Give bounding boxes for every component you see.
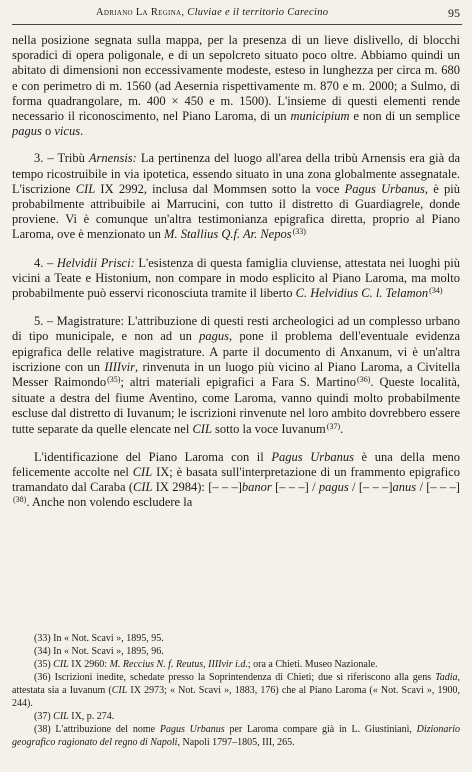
italic-run: CIL [53, 659, 69, 670]
text-run: IX; è basata sull'interpretazione di un frammento epigrafico tramandato dal Caraba ( [12, 465, 460, 495]
header-author: Adriano La Regina, [96, 7, 185, 18]
italic-run: pagus [199, 329, 229, 344]
italic-run: Arnensis: [88, 151, 137, 166]
italic-run: M. Stallius Q.f. Ar. Nepos [164, 227, 292, 242]
footnote-ref: (35) [107, 375, 121, 385]
italic-run: Pagus Urbanus [271, 449, 354, 464]
page-number: 95 [448, 6, 460, 20]
footnote-34: (34) In « Not. Scavi », 1895, 96. [34, 646, 164, 657]
text-run: (37) [34, 711, 54, 722]
footnote-ref: (33) [292, 227, 306, 237]
text-run: / [– – –] [416, 480, 460, 495]
running-header [12, 4, 462, 25]
text-run: IX 2984): [– – –] [152, 480, 242, 495]
text-run: IX 2960: [68, 659, 110, 670]
footnote-33: (33) In « Not. Scavi », 1895, 95. [34, 633, 164, 644]
italic-run: Dizionario geografico ragionato del regno di Napoli [12, 724, 460, 748]
paragraph-identificazione [12, 450, 460, 512]
footnote-ref: (37) [326, 421, 341, 431]
italic-run: pagus [12, 124, 42, 139]
italic-run: Pagus Urbanus [344, 181, 425, 196]
italic-run: municipium [290, 109, 350, 124]
text-run: 3. – Tribù [34, 151, 89, 166]
italic-run: M. Reccius N. f. Reutus, IIIIvir i.d. [109, 659, 248, 670]
text-run: ; altri materiali epigrafici a Fara S. Martino [120, 375, 357, 390]
italic-run: CIL [75, 181, 96, 196]
italic-run: Tadia [435, 672, 458, 683]
text-run: . [340, 421, 344, 436]
text-run: L'esistenza di questa famiglia cluviense, attestata nei luoghi più vicini a Teate e Histonium, non compare in modo esplicito al Piano Laroma, ma molto probabilmente può esservi riconosciuta tramite il liberto [12, 255, 461, 301]
italic-run: anus [392, 480, 417, 495]
text-run: , attestata sia a Iuvanum ( [12, 672, 460, 696]
text-run: IX, p. 274. [68, 711, 115, 722]
italic-run: C. Helvidius C. l. Telamon [295, 286, 429, 301]
text-run: [– – –] / [271, 480, 319, 495]
italic-run: vicus [54, 124, 81, 139]
text-run: , Napoli 1797–1805, III, 265. [177, 737, 295, 748]
italic-run: pagus [318, 480, 349, 495]
text-run: , rinvenuta in un luogo più vicino al Piano Laroma, a Civitella Messer Raimondo [12, 359, 460, 390]
text-run: è una della meno felicemente accolte nel [12, 449, 460, 480]
text-run: , è più probabilmente attribuibile ai Marrucini, con tutto il distretto di Guardiagrele, donde proviene. Vi è comunque un'altra testimonianza epigrafica diretta, proprio al Piano Laroma, ove è menzionato un [12, 181, 460, 242]
text-run: . [80, 124, 84, 139]
footnotes [12, 632, 460, 749]
text-run: , pone il problema dell'eventuale evidenza epigrafica delle relative magistrature. A parte il documento di Anxanum, vi è un'altra iscrizione con un [12, 329, 460, 374]
footnote-ref: (34) [429, 286, 443, 296]
main-text [12, 33, 460, 512]
text-run: (38) L'attribuzione del nome [34, 724, 160, 735]
text-run: nella posizione segnata sulla mappa, per la presenza di un lieve dislivello, di blocchi sporadici di opera poligonale, e di un sepolcreto situato poco oltre. Abbiamo quindi un abitato di dimensioni non eccessivamente modeste, esteso in lunghezza per circa m. 680 e con perimetro di m. 1560 (ad Aesernia rispettivamente m. 870 e m. 2000; a Sulmo, di forma quadrangolare, m. 400 × 450 e m. 1500). L'insieme di questi elementi rende necessario il riconoscimento, nel Piano Laroma, di un [12, 33, 460, 124]
italic-run: CIL [53, 711, 69, 722]
text-run: (35) [34, 659, 54, 670]
header-title: Cluviae e il territorio Carecino [187, 7, 329, 18]
text-run: ; ora a Chieti. Museo Nazionale. [247, 659, 378, 670]
text-run: 4. – [34, 255, 57, 270]
text-run: 5. – Magistrature: L'attribuzione di questi resti archeologici ad un complesso urbano di tipo municipale, e non ad un [12, 314, 460, 344]
footnote-36 [12, 671, 460, 710]
text-run: e non di un semplice [349, 109, 460, 124]
italic-run: CIL [111, 685, 128, 696]
italic-run: CIL [132, 480, 153, 495]
text-run: sotto la voce Iuvanum [211, 421, 326, 436]
text-run: / [– – –] [348, 480, 393, 495]
text-run: IX 2973; « Not. Scavi », 1883, 176) che al Piano Laroma (« Not. Scavi », 1900, 244). [12, 685, 461, 709]
footnote-35 [12, 658, 460, 671]
text-run: per Laroma compare già in L. Giustiniani, [224, 724, 417, 735]
text-run: o [41, 124, 55, 139]
footnote-ref: (38) [13, 495, 27, 505]
text-run: IX 2992, inclusa dal Mommsen sotto la voce [95, 181, 345, 196]
italic-run: IIIIvir [104, 359, 135, 374]
footnote-ref: (36) [357, 375, 371, 385]
italic-run: Helvidii Prisci: [56, 255, 135, 270]
text-run: . Queste località, situate a destra del fiume Aventino, come Laroma, vanno quindi molto probabilmente escluse dal distretto di Iuvanum; le iscrizioni rinvenute nel loro ambito dovrebbero essere tutte separate da quelle elencate nel [12, 375, 460, 436]
running-title [96, 7, 328, 18]
text-run: . Anche non volendo escludere la [26, 495, 193, 510]
paragraph-tribu [12, 151, 460, 243]
text-run: La pertinenza del luogo all'area della tribù Arnensis era già da tempo ricostruibile in via ipotetica, essendo situato in una zona globalmente assegnatale. L'iscrizione [12, 151, 461, 196]
text-run: (36) Iscrizioni inedite, schedate presso la Soprintendenza di Chieti; due si riferiscono alla gens [34, 672, 436, 683]
italic-run: banor [241, 480, 272, 495]
italic-run: CIL [132, 465, 153, 480]
paragraph-helvidii [12, 256, 460, 303]
italic-run: Pagus Urbanus [159, 724, 225, 735]
text-run: L'identificazione del Piano Laroma con il [34, 449, 272, 464]
footnote-38 [12, 723, 460, 749]
paragraph-continuation [12, 33, 460, 139]
paragraph-magistrature [12, 314, 460, 438]
italic-run: CIL [192, 421, 212, 436]
footnote-37 [12, 710, 460, 723]
